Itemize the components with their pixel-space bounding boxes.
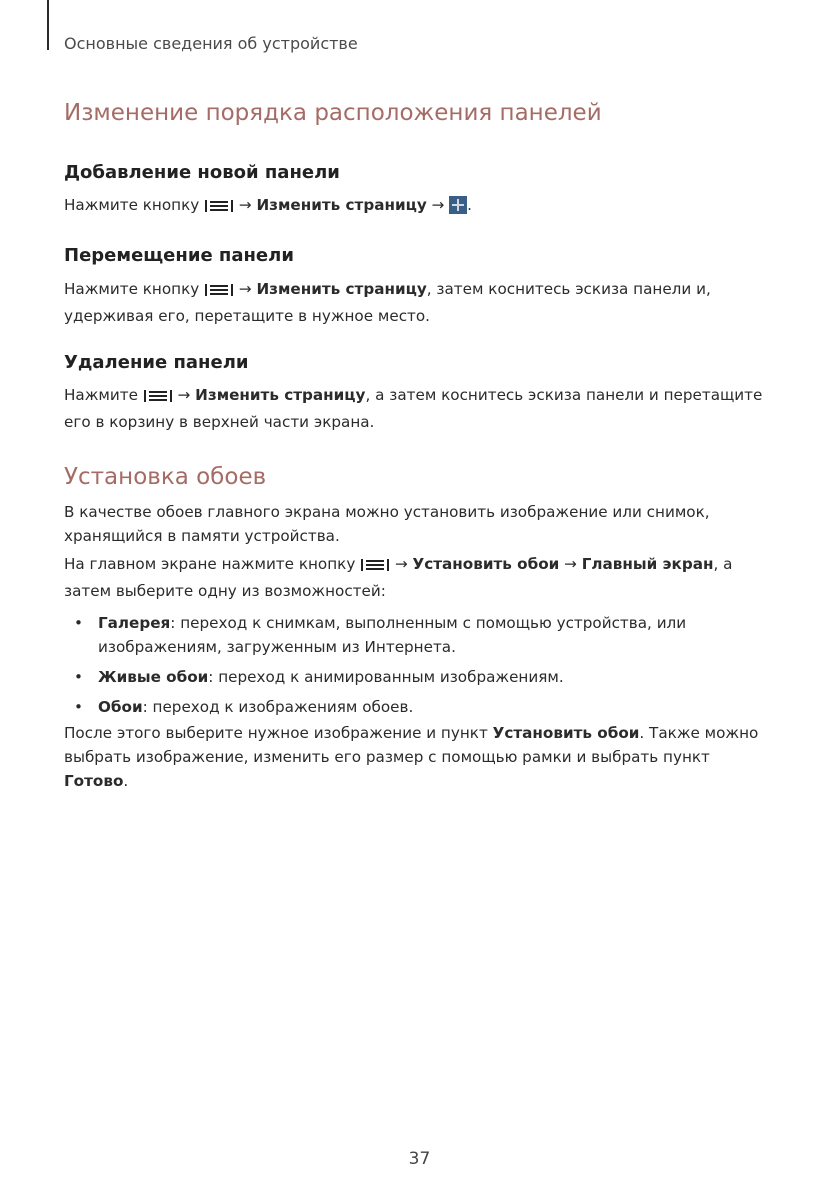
menu-key-icon bbox=[360, 555, 390, 579]
list-item: • Обои: переход к изображениям обоев. bbox=[74, 697, 414, 716]
menu-item-edit-page: Изменить страницу bbox=[195, 386, 366, 405]
menu-key-icon bbox=[204, 280, 234, 304]
menu-item-done: Готово bbox=[64, 771, 124, 790]
page-number: 37 bbox=[408, 1149, 431, 1169]
menu-item-edit-page: Изменить страницу bbox=[256, 279, 427, 298]
heading-move-panel: Перемещение панели bbox=[64, 245, 294, 267]
menu-item-set-wallpaper: Установить обои bbox=[492, 723, 640, 742]
paragraph-wallpaper-steps: На главном экране нажмите кнопку → Установить обои → Главный экран, а затем выберите одну из возможностей: bbox=[64, 554, 733, 600]
menu-key-icon bbox=[143, 386, 173, 410]
heading-add-panel: Добавление новой панели bbox=[64, 161, 340, 183]
menu-item-edit-page: Изменить страницу bbox=[256, 196, 427, 215]
paragraph-move-panel: Нажмите кнопку → Изменить страницу, затем коснитесь эскиза панели и, удерживая его, перетащите в нужное место. bbox=[64, 279, 711, 325]
running-head: Основные сведения об устройстве bbox=[64, 34, 358, 53]
section-title-panels: Изменение порядка расположения панелей bbox=[64, 100, 602, 126]
heading-delete-panel: Удаление панели bbox=[64, 351, 249, 373]
page-content bbox=[64, 100, 774, 793]
add-page-icon bbox=[449, 196, 467, 221]
wallpaper-options-list bbox=[64, 611, 774, 719]
menu-item-home-screen: Главный экран bbox=[581, 554, 714, 573]
list-item: • Галерея: переход к снимкам, выполненным с помощью устройства, или изображениям, загруженным из Интернета. bbox=[74, 613, 687, 656]
menu-key-icon bbox=[204, 196, 234, 220]
menu-item-set-wallpaper: Установить обои bbox=[412, 554, 560, 573]
paragraph-add-panel: Нажмите кнопку → Изменить страницу → . bbox=[64, 193, 774, 221]
paragraph-wallpaper-intro: В качестве обоев главного экрана можно установить изображение или снимок, хранящийся в памяти устройства. bbox=[64, 502, 710, 545]
header-rule bbox=[47, 0, 49, 50]
paragraph-wallpaper-outro: После этого выберите нужное изображение и пункт Установить обои. Также можно выбрать изображение, изменить его размер с помощью рамки и выбрать пункт Готово. bbox=[64, 723, 759, 790]
section-title-wallpaper: Установка обоев bbox=[64, 464, 267, 491]
paragraph-delete-panel: Нажмите → Изменить страницу, а затем коснитесь эскиза панели и перетащите его в корзину в верхней части экрана. bbox=[64, 386, 763, 432]
list-item: • Живые обои: переход к анимированным изображениям. bbox=[74, 667, 564, 686]
